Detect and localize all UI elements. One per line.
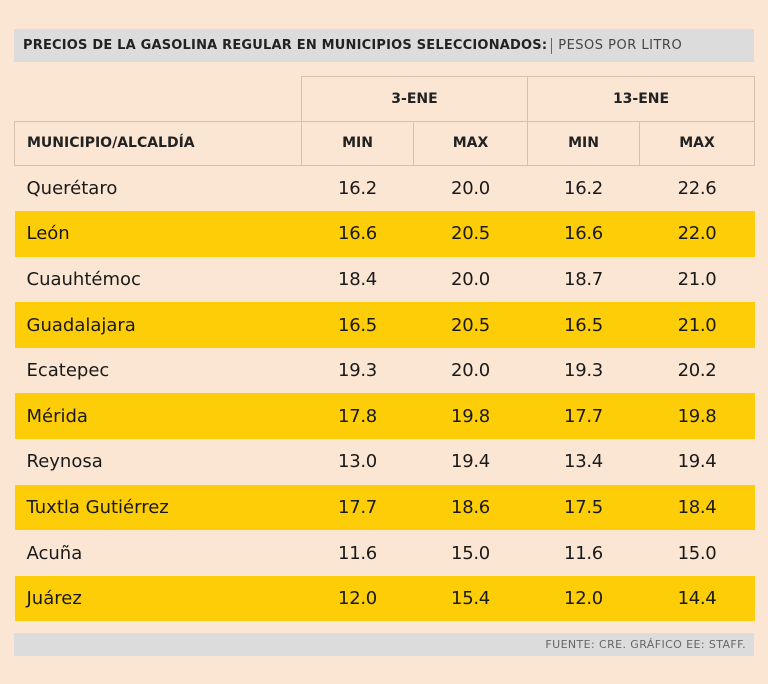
cell-max-3-ene: 18.6	[414, 485, 528, 531]
cell-max-13-ene: 21.0	[640, 302, 755, 348]
cell-max-3-ene: 20.0	[451, 177, 490, 199]
group-header-3-ene: 3-ENE	[302, 77, 528, 122]
cell-min-13-ene: 13.4	[564, 451, 603, 473]
table-body	[15, 165, 755, 621]
cell-municipio: Mérida	[15, 393, 302, 439]
group-header-row	[15, 77, 755, 122]
cell-max-13-ene: 19.8	[640, 393, 755, 439]
table-row	[15, 165, 755, 211]
cell-min-3-ene: 16.6	[302, 211, 414, 257]
header-spacer	[15, 77, 302, 122]
cell-max-3-ene: 20.5	[414, 211, 528, 257]
cell-min-13-ene: 11.6	[564, 542, 603, 564]
cell-municipio: Ecatepec	[26, 360, 110, 382]
table-row	[15, 576, 755, 622]
cell-municipio: Acuña	[26, 542, 83, 564]
cell-min-13-ene: 12.0	[528, 576, 640, 622]
source-note: FUENTE: CRE. GRÁFICO EE: STAFF.	[545, 638, 746, 651]
cell-municipio: Juárez	[15, 576, 302, 622]
cell-max-13-ene: 19.4	[677, 451, 717, 473]
table-row	[15, 348, 755, 394]
table-row	[15, 302, 755, 348]
cell-min-13-ene: 16.5	[528, 302, 640, 348]
cell-min-13-ene: 16.6	[528, 211, 640, 257]
cell-max-13-ene: 22.0	[640, 211, 755, 257]
group-header-13-ene: 13-ENE	[528, 77, 755, 122]
cell-min-13-ene: 18.7	[564, 268, 603, 290]
cell-max-13-ene: 15.0	[677, 542, 717, 564]
cell-municipio: León	[15, 211, 302, 257]
cell-municipio: Querétaro	[26, 177, 118, 199]
column-header-min-13-ene: MIN	[528, 121, 640, 165]
cell-min-13-ene: 17.5	[528, 485, 640, 531]
footer-bar	[14, 633, 754, 656]
cell-min-13-ene: 17.7	[528, 393, 640, 439]
cell-min-3-ene: 16.2	[338, 177, 377, 199]
cell-min-3-ene: 12.0	[302, 576, 414, 622]
cell-max-13-ene: 22.6	[677, 177, 717, 199]
cell-max-13-ene: 18.4	[640, 485, 755, 531]
column-header-max-3-ene: MAX	[414, 121, 528, 165]
cell-min-3-ene: 18.4	[338, 268, 377, 290]
cell-max-3-ene: 19.4	[451, 451, 490, 473]
column-header-min-3-ene: MIN	[302, 121, 414, 165]
cell-municipio: Cuauhtémoc	[26, 268, 141, 290]
column-header-municipio: MUNICIPIO/ALCALDÍA	[15, 121, 302, 165]
cell-max-3-ene: 19.8	[414, 393, 528, 439]
table-row	[15, 393, 755, 439]
cell-municipio: Guadalajara	[15, 302, 302, 348]
cell-max-13-ene: 21.0	[677, 268, 717, 290]
chart-title: PRECIOS DE LA GASOLINA REGULAR EN MUNICIPIOS SELECCIONADOS:	[23, 38, 548, 53]
table-row	[15, 439, 755, 485]
cell-max-13-ene: 14.4	[640, 576, 755, 622]
table-row	[15, 485, 755, 531]
cell-min-13-ene: 19.3	[564, 360, 603, 382]
cell-min-3-ene: 17.7	[302, 485, 414, 531]
column-header-max-13-ene: MAX	[640, 121, 755, 165]
cell-min-3-ene: 11.6	[338, 542, 377, 564]
table-row	[15, 530, 755, 576]
cell-municipio: Reynosa	[26, 451, 103, 473]
table-row	[15, 211, 755, 257]
table-row	[15, 257, 755, 303]
cell-min-3-ene: 17.8	[302, 393, 414, 439]
cell-max-3-ene: 20.0	[451, 268, 490, 290]
title-bar	[14, 29, 754, 62]
cell-min-3-ene: 16.5	[302, 302, 414, 348]
cell-max-3-ene: 15.0	[451, 542, 490, 564]
cell-min-3-ene: 19.3	[338, 360, 377, 382]
cell-max-3-ene: 20.5	[414, 302, 528, 348]
column-header-row	[15, 121, 755, 165]
cell-municipio: Tuxtla Gutiérrez	[15, 485, 302, 531]
price-table	[14, 76, 755, 621]
cell-max-3-ene: 20.0	[451, 360, 490, 382]
cell-max-3-ene: 15.4	[414, 576, 528, 622]
cell-min-3-ene: 13.0	[338, 451, 377, 473]
title-divider	[551, 38, 552, 54]
cell-min-13-ene: 16.2	[564, 177, 603, 199]
chart-unit: PESOS POR LITRO	[558, 38, 683, 53]
cell-max-13-ene: 20.2	[677, 360, 717, 382]
